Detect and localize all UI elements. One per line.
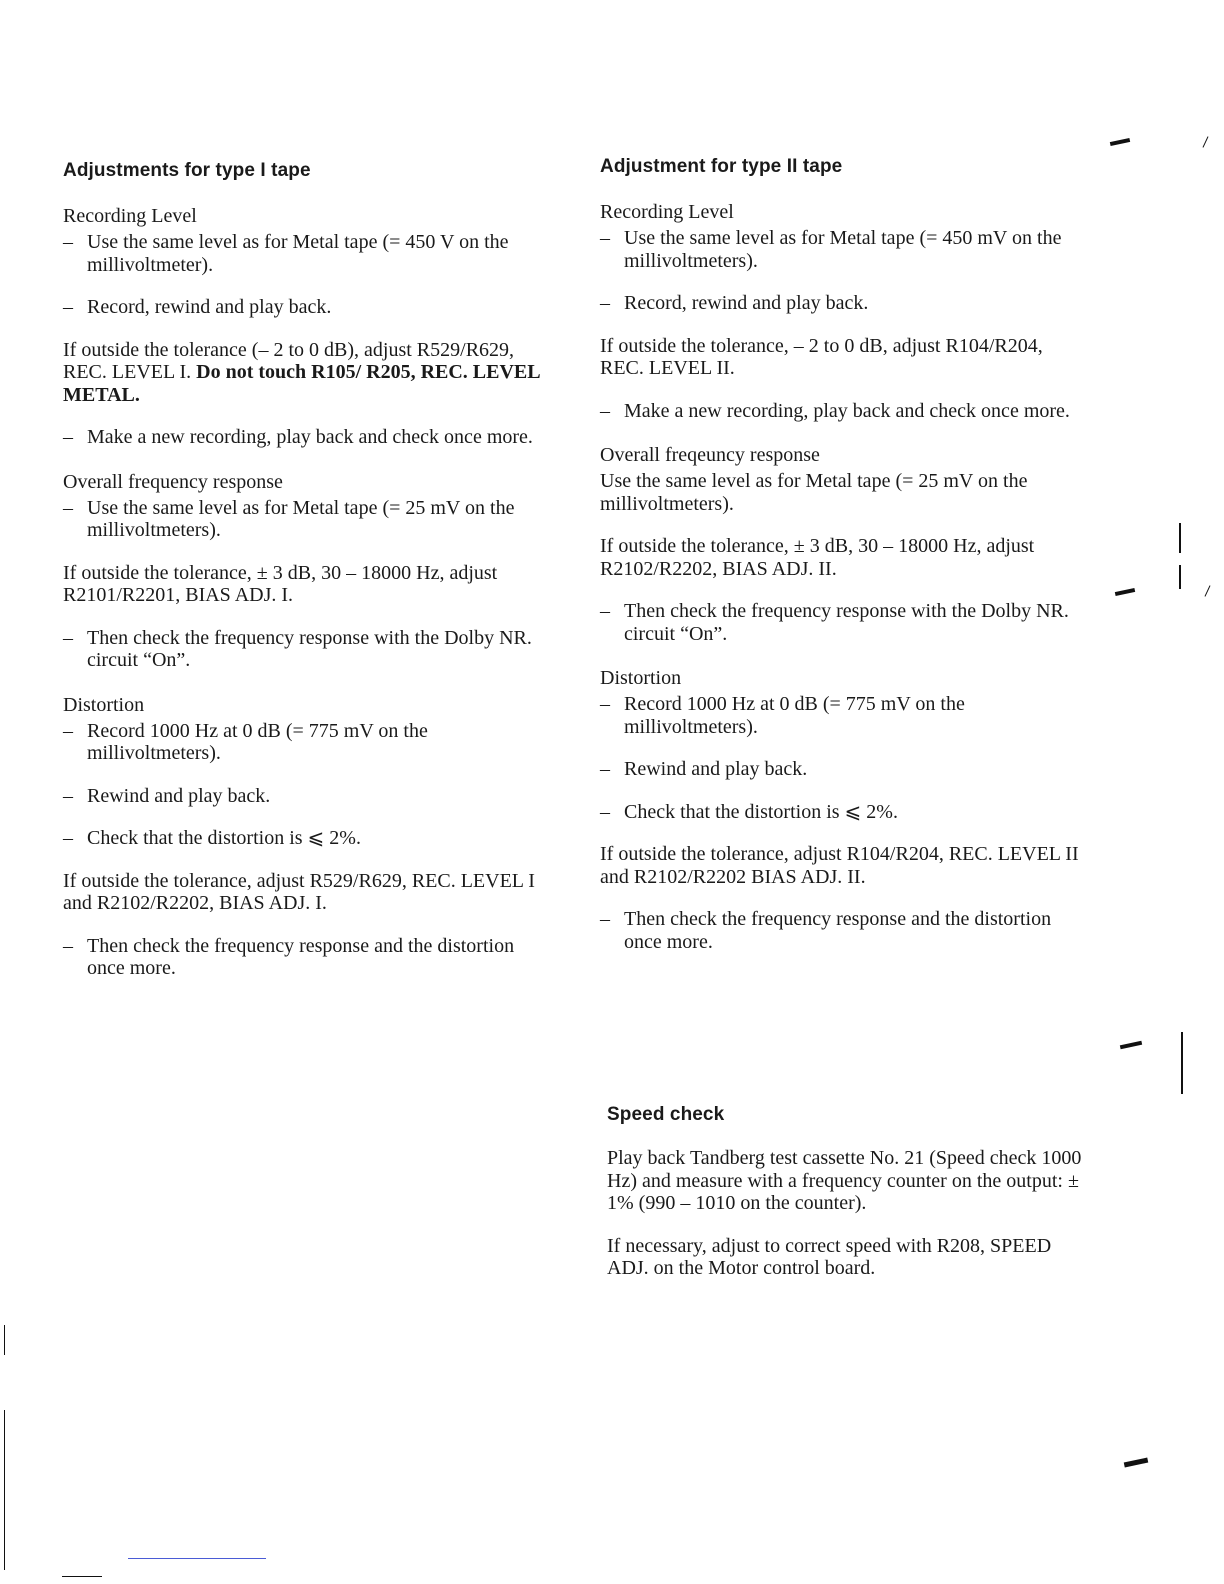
right-column <box>600 156 1080 973</box>
list-item: – Make a new recording, play back and check once more. <box>600 399 1070 422</box>
margin-mark <box>128 1558 266 1559</box>
list-item: – Record 1000 Hz at 0 dB (= 775 mV on the millivoltmeters). <box>63 719 428 764</box>
section-heading-speed-check: Speed check <box>607 1104 725 1125</box>
list-item: – Then check the frequency response and the distortion once more. <box>63 934 515 979</box>
subhead-frequency-response: Overall freqeuncy response <box>600 444 820 466</box>
paragraph: If outside the tolerance (– 2 to 0 dB), adjust R529/R629, REC. LEVEL I. Do not touch R105/ R205, REC. LEVEL METAL. <box>63 338 540 406</box>
dash-mark: – <box>63 231 73 253</box>
dash-mark: – <box>63 626 73 649</box>
list-item: – Check that the distortion is ⩽ 2%. <box>600 800 898 823</box>
paragraph: If outside the tolerance, adjust R529/R629, REC. LEVEL I and R2102/R2202, BIAS ADJ. I. <box>63 869 535 914</box>
list-item: – Record, rewind and play back. <box>600 292 869 314</box>
paragraph: If outside the tolerance, ± 3 dB, 30 – 18000 Hz, adjust R2101/R2201, BIAS ADJ. I. <box>63 561 498 606</box>
dash-mark: – <box>600 800 610 823</box>
margin-mark <box>1115 588 1135 596</box>
list-item: – Then check the frequency response and the distortion once more. <box>600 908 1052 953</box>
dash-mark: – <box>63 784 73 807</box>
paragraph: Play back Tandberg test cassette No. 21 (Speed check 1000 Hz) and measure with a frequency counter on the output: ± 1% (990 – 1010 on the counter). <box>607 1147 1082 1214</box>
margin-mark <box>1124 1458 1149 1468</box>
dash-mark: – <box>600 693 610 715</box>
margin-mark <box>1179 523 1181 553</box>
dash-mark: – <box>63 426 73 448</box>
list-item: – Rewind and play back. <box>600 758 808 780</box>
margin-mark <box>62 1576 102 1577</box>
dash-mark: – <box>600 399 610 422</box>
paragraph: If outside the tolerance, adjust R104/R204, REC. LEVEL II and R2102/R2202 BIAS ADJ. II. <box>600 843 1079 888</box>
list-item: – Then check the frequency response with the Dolby NR. circuit “On”. <box>600 600 1069 645</box>
subhead-distortion: Distortion <box>63 693 145 716</box>
dash-mark: – <box>600 292 610 314</box>
list-item: – Record, rewind and play back. <box>63 296 332 318</box>
list-item: – Rewind and play back. <box>63 784 271 807</box>
margin-mark <box>1203 136 1209 147</box>
margin-mark <box>1205 585 1211 596</box>
margin-mark <box>1179 565 1181 589</box>
dash-mark: – <box>63 296 73 318</box>
left-column <box>63 160 543 1000</box>
list-item: – Check that the distortion is ⩽ 2%. <box>63 827 361 849</box>
dash-mark: – <box>63 934 73 957</box>
paragraph: If necessary, adjust to correct speed with R208, SPEED ADJ. on the Motor control board. <box>607 1234 1052 1279</box>
section-heading-type-ii: Adjustment for type II tape <box>600 156 843 177</box>
margin-mark <box>1181 1032 1183 1094</box>
warning-text: Do not touch R105/ R205, REC. LEVEL METAL. <box>63 361 540 406</box>
paragraph: Use the same level as for Metal tape (= 25 mV on the millivoltmeters). <box>600 470 1028 515</box>
list-item: – Use the same level as for Metal tape (= 450 mV on the millivoltmeters). <box>600 227 1062 272</box>
dash-mark: – <box>600 758 610 780</box>
margin-mark <box>4 1325 5 1355</box>
dash-mark: – <box>600 227 610 249</box>
dash-mark: – <box>63 719 73 742</box>
subhead-distortion: Distortion <box>600 667 682 689</box>
list-item: – Make a new recording, play back and check once more. <box>63 426 533 448</box>
dash-mark: – <box>63 827 73 849</box>
margin-mark <box>4 1410 5 1570</box>
speed-check-section <box>607 1104 1087 1300</box>
dash-mark: – <box>63 496 73 519</box>
subhead-recording-level: Recording Level <box>63 205 197 227</box>
dash-mark: – <box>600 600 610 622</box>
subhead-recording-level: Recording Level <box>600 201 734 223</box>
dash-mark: – <box>600 908 610 930</box>
paragraph: If outside the tolerance, – 2 to 0 dB, adjust R104/R204, REC. LEVEL II. <box>600 334 1043 379</box>
margin-mark <box>1110 138 1130 146</box>
subhead-frequency-response: Overall frequency response <box>63 470 283 493</box>
list-item: – Then check the frequency response with the Dolby NR. circuit “On”. <box>63 626 532 671</box>
section-heading-type-i: Adjustments for type I tape <box>63 160 311 181</box>
list-item: – Use the same level as for Metal tape (= 25 mV on the millivoltmeters). <box>63 496 515 541</box>
margin-mark <box>1120 1041 1142 1049</box>
paragraph: If outside the tolerance, ± 3 dB, 30 – 18000 Hz, adjust R2102/R2202, BIAS ADJ. II. <box>600 535 1035 580</box>
list-item: – Use the same level as for Metal tape (= 450 V on the millivoltmeter). <box>63 231 509 276</box>
list-item: – Record 1000 Hz at 0 dB (= 775 mV on the millivoltmeters). <box>600 693 965 738</box>
